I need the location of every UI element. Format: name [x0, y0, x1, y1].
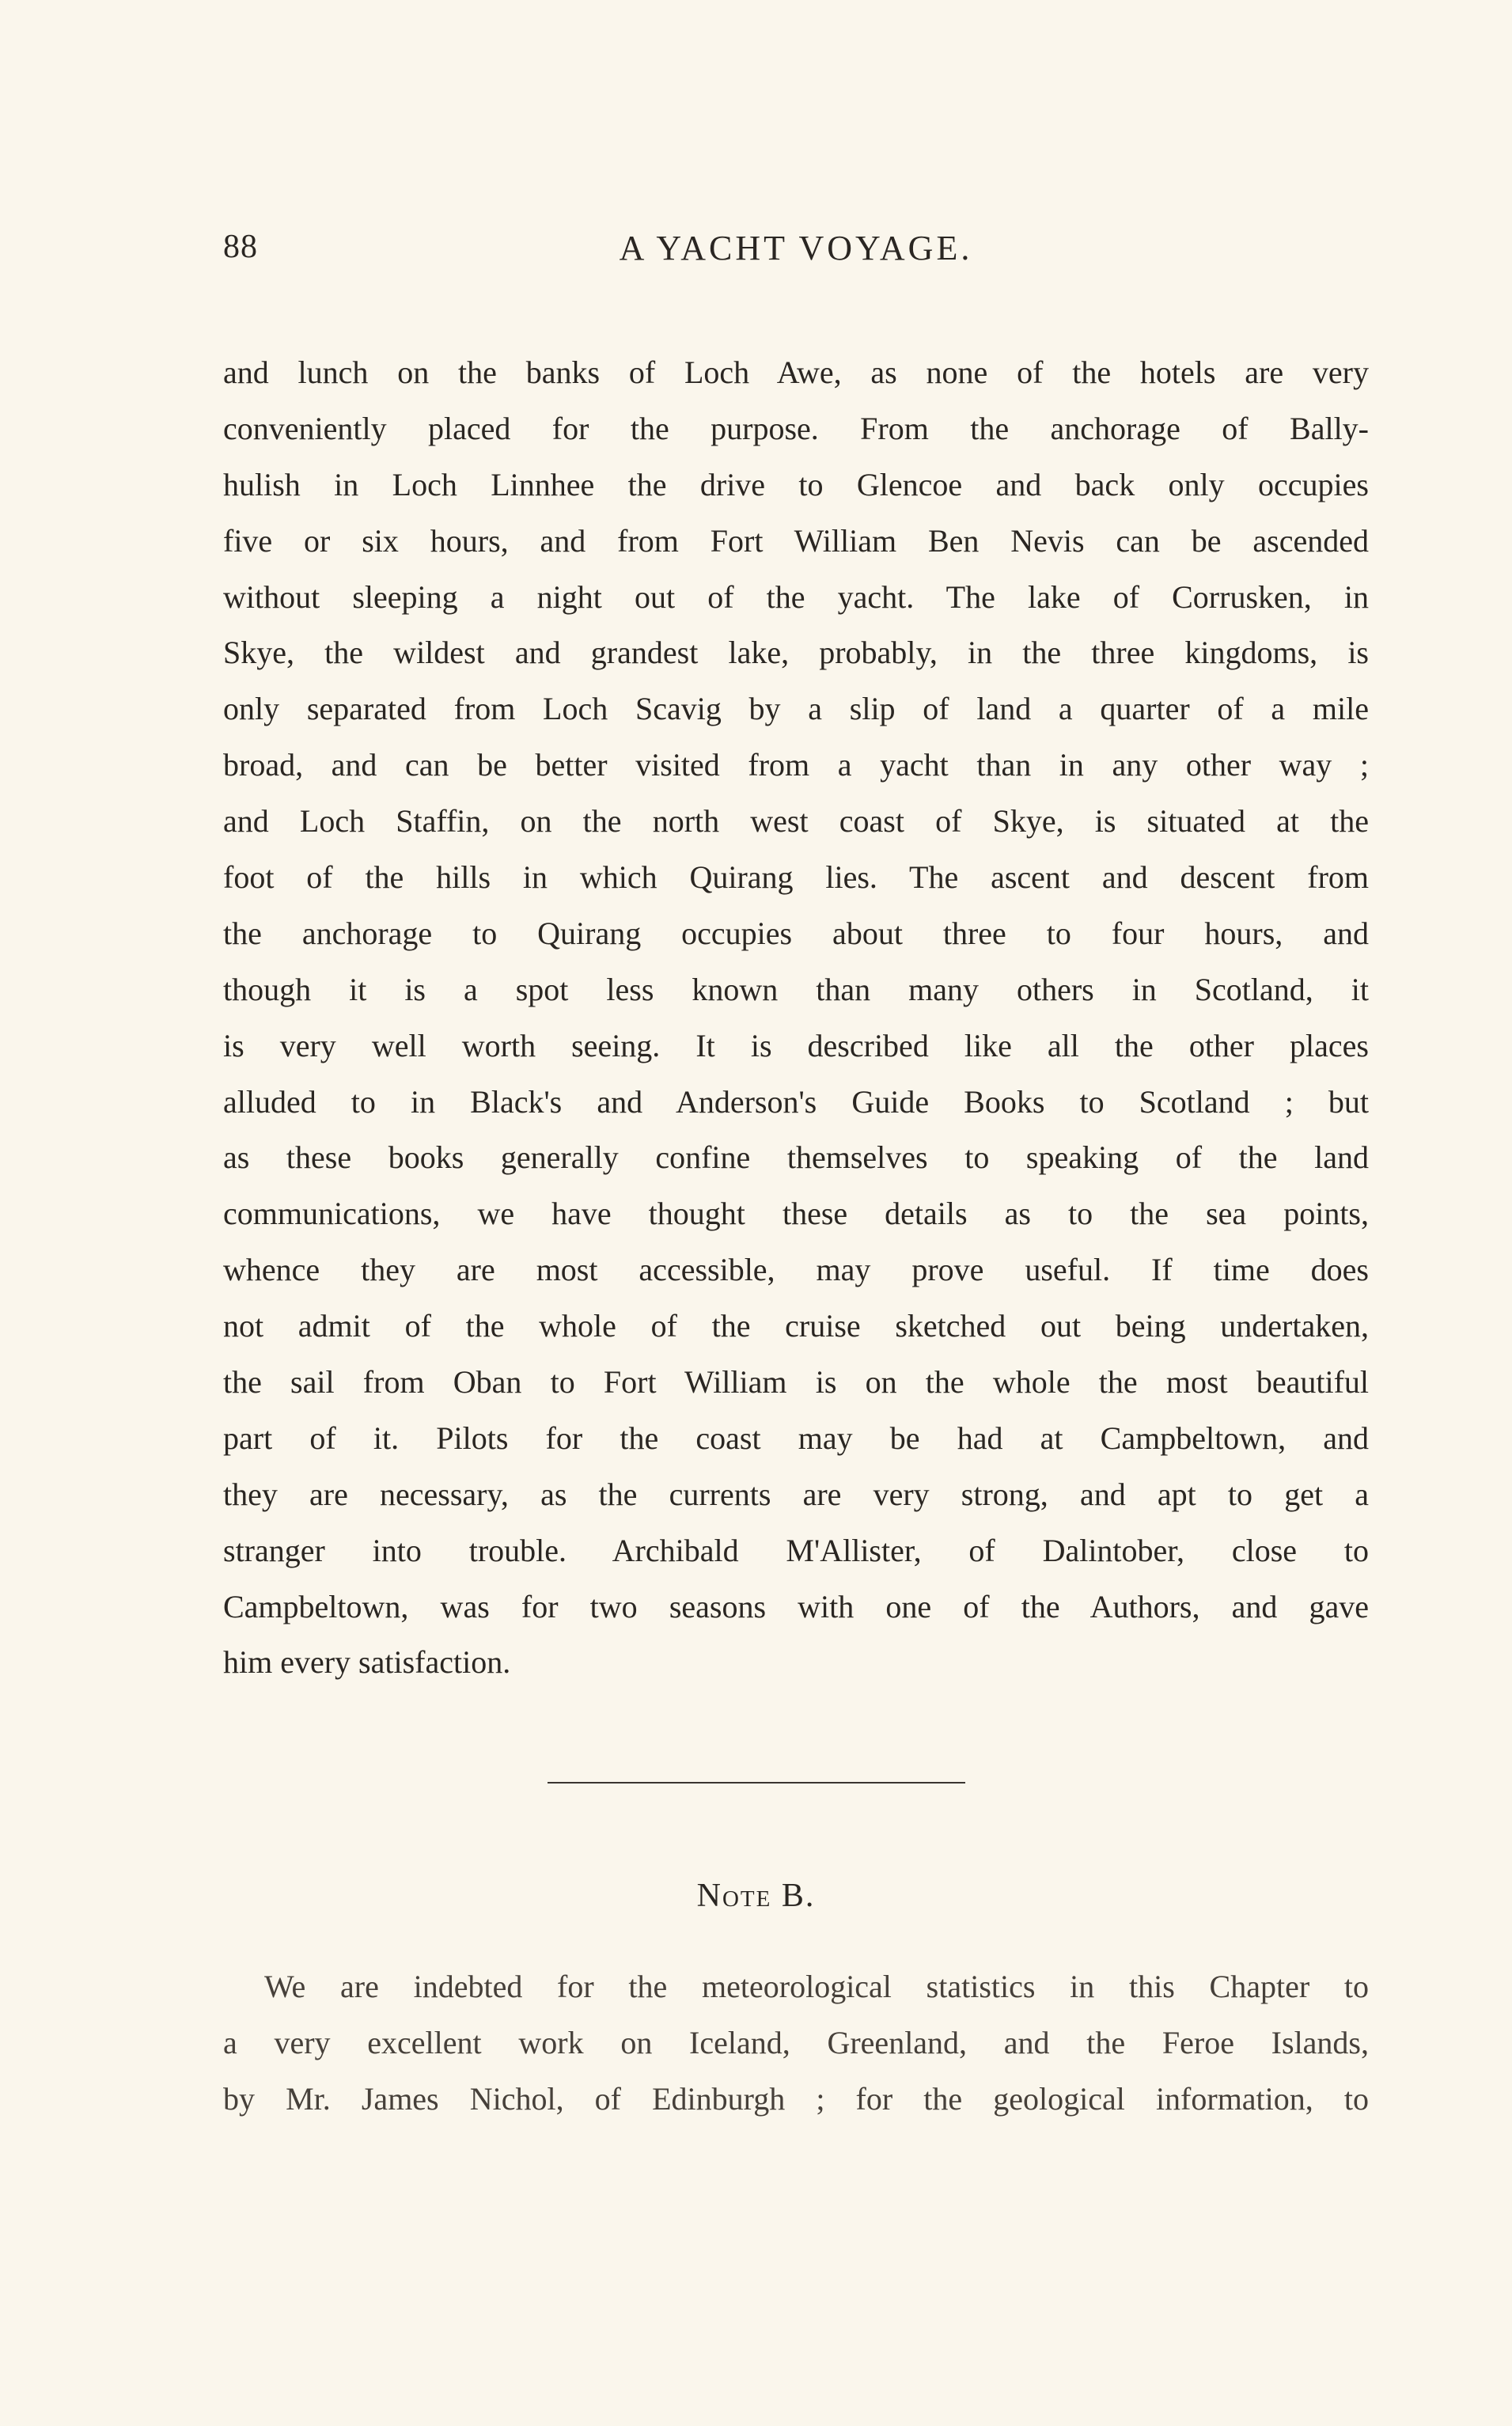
- text-line: broad, and can be better visited from a yacht than in any other way ;: [223, 747, 1369, 783]
- text-line: Skye, the wildest and grandest lake, probably, in the three kingdoms, is: [223, 635, 1369, 671]
- running-title: A YACHT VOYAGE.: [619, 229, 973, 267]
- note-line: by Mr. James Nichol, of Edinburgh ; for the geological information, to: [223, 2080, 1369, 2117]
- page-number: 88: [223, 229, 258, 265]
- note-heading: Note B.: [696, 1878, 816, 1914]
- running-head: [223, 228, 1369, 275]
- text-line: they are necessary, as the currents are very strong, and apt to get a: [223, 1476, 1369, 1512]
- text-line: and Loch Staffin, on the north west coast of Skye, is situated at the: [223, 803, 1369, 840]
- text-line: him every satisfaction.: [223, 1644, 511, 1681]
- note-line: We are indebted for the meteorological statistics in this Chapter to: [264, 1969, 1369, 2004]
- note-paragraph: [223, 1959, 1369, 2128]
- text-line: as these books generally confine themselves to speaking of the land: [223, 1139, 1369, 1176]
- text-line: part of it. Pilots for the coast may be had at Campbeltown, and: [223, 1420, 1369, 1456]
- text-line: stranger into trouble. Archibald M'Allister, of Dalintober, close to: [223, 1532, 1369, 1568]
- text-line: and lunch on the banks of Loch Awe, as none of the hotels are very: [223, 354, 1369, 390]
- text-line: is very well worth seeing. It is described like all the other places: [223, 1027, 1369, 1063]
- text-line: not admit of the whole of the cruise sketched out being undertaken,: [223, 1308, 1369, 1344]
- text-line: the sail from Oban to Fort William is on the whole the most beautiful: [223, 1364, 1369, 1401]
- text-line: the anchorage to Quirang occupies about three to four hours, and: [223, 915, 1369, 951]
- text-line: though it is a spot less known than many others in Scotland, it: [223, 971, 1369, 1007]
- text-line: Campbeltown, was for two seasons with one of the Authors, and gave: [223, 1588, 1369, 1624]
- text-line: without sleeping a night out of the yacht. The lake of Corrusken, in: [223, 578, 1369, 615]
- section-divider: [548, 1782, 965, 1783]
- text-line: conveniently placed for the purpose. From the anchorage of Bally-: [223, 410, 1369, 446]
- body-paragraph: [223, 345, 1369, 1691]
- text-line: communications, we have thought these details as to the sea points,: [223, 1196, 1369, 1232]
- text-line: foot of the hills in which Quirang lies. The ascent and descent from: [223, 859, 1369, 896]
- text-line: only separated from Loch Scavig by a slip of land a quarter of a mile: [223, 691, 1369, 727]
- text-line: hulish in Loch Linnhee the drive to Glencoe and back only occupies: [223, 466, 1369, 502]
- text-line: alluded to in Black's and Anderson's Guide Books to Scotland ; but: [223, 1083, 1369, 1120]
- text-line: five or six hours, and from Fort William Ben Nevis can be ascended: [223, 522, 1369, 559]
- text-line: whence they are most accessible, may prove useful. If time does: [223, 1252, 1369, 1288]
- note-line: a very excellent work on Iceland, Greenland, and the Feroe Islands,: [223, 2024, 1369, 2060]
